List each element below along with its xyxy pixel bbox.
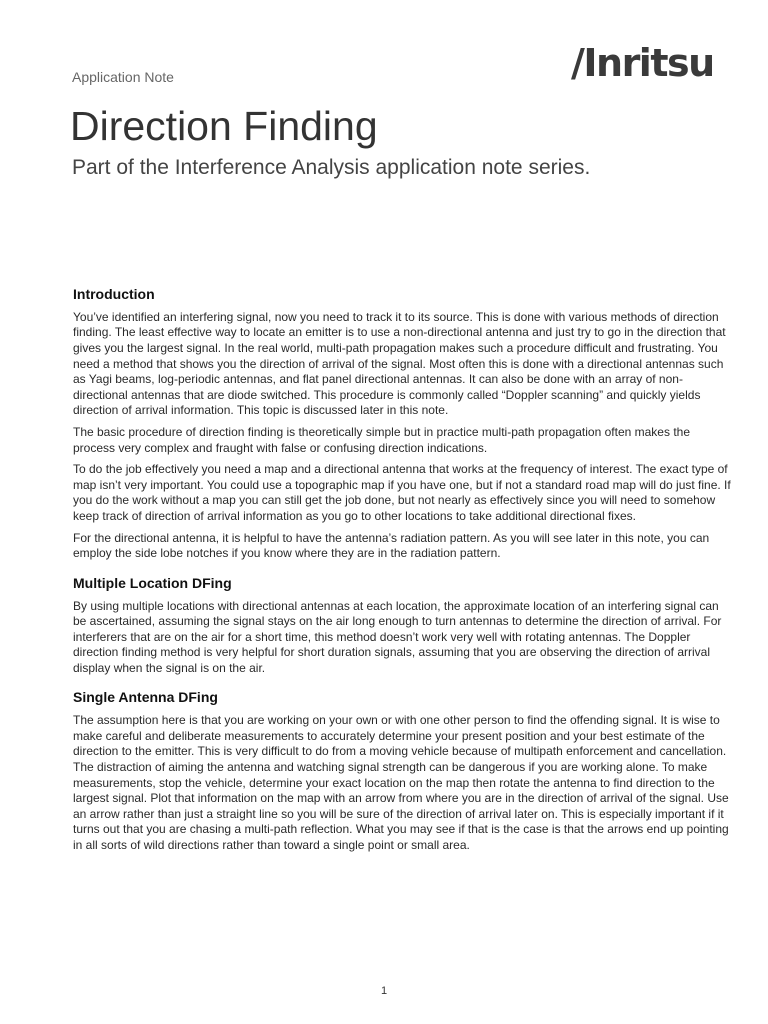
introduction-paragraph: You’ve identified an interfering signal, now you need to track it to its source. This is done with various methods of direction finding. The least effective way to locate an emitter is to use a non-directional antenna and just try to go in the direction that gives you the largest signal. In the real world, multi-path propagation makes such a procedure difficult and frustrating. You need a method that shows you the direction of arrival of the signal. Most often this is done with a directional antennas such as Yagi beams, log-periodic antennas, and flat panel directional antennas. It can also be done with an array of non-directional antennas that are diode switched. This procedure is commonly called “Doppler scanning” and quickly yields direction of arrival information. This topic is discussed later in this note. <box>73 309 726 418</box>
brand-logo-text: /Inritsu <box>571 41 714 85</box>
page-title: Direction Finding <box>70 103 378 149</box>
section-heading-single-antenna: Single Antenna DFing <box>73 689 218 706</box>
introduction-paragraph: For the directional antenna, it is helpful to have the antenna’s radiation pattern. As you will see later in this note, you can employ the side lobe notches if you know where they are in the radiation pattern. <box>73 530 710 561</box>
page-subtitle: Part of the Interference Analysis application note series. <box>72 156 591 179</box>
section-heading-multiple-location: Multiple Location DFing <box>73 574 232 591</box>
brand-logo <box>571 41 714 85</box>
doc-type-label: Application Note <box>72 69 174 85</box>
introduction-paragraph: The basic procedure of direction finding is theoretically simple but in practice multi-path propagation often makes the process very complex and fraught with false or confusing direction indications. <box>73 424 690 455</box>
multiple-location-paragraph: By using multiple locations with directional antennas at each location, the approximate location of an interfering signal can be ascertained, assuming the signal stays on the air long enough to turn antennas to determine the direction of arrival. For interferers that are on the air for a short time, this method doesn’t work very well with rotating antennas. The Doppler direction finding method is very helpful for short duration signals, assuming that you are observing the direction of arrival display when the signal is on the air. <box>73 598 722 675</box>
page-number: 1 <box>380 985 388 997</box>
section-heading-introduction: Introduction <box>73 286 155 302</box>
introduction-paragraph: To do the job effectively you need a map and a directional antenna that works at the frequency of interest. The exact type of map isn’t very important. You could use a topographic map if you have one, but if not a standard road map will do just fine. If you do the work without a map you can still get the job done, but not nearly as effectively since you will need to somehow keep track of direction of arrival information as you go to other locations to take additional directional fixes. <box>73 462 731 523</box>
document-body <box>73 286 735 860</box>
single-antenna-paragraph: The assumption here is that you are working on your own or with one other person to find the offending signal. It is wise to make careful and deliberate measurements to accurately determine your present position and your best estimate of the direction to the emitter. This is very difficult to do from a moving vehicle because of multipath enforcement and cancellation. The distraction of aiming the antenna and watching signal strength can be dangerous if you are working alone. To make measurements, stop the vehicle, determine your exact location on the map then rotate the antenna to find direction to the largest signal. Plot that information on the map with an arrow from where you are in the direction of arrival of the signal. Use an arrow rather than just a straight line so you will be sure of the direction of arrival later on. This is especially important if it turns out that you are chasing a multi-path reflection. What you may see if that is the case is that the arrows end up pointing in all sorts of wild directions rather than toward a single point or small area. <box>73 713 729 853</box>
